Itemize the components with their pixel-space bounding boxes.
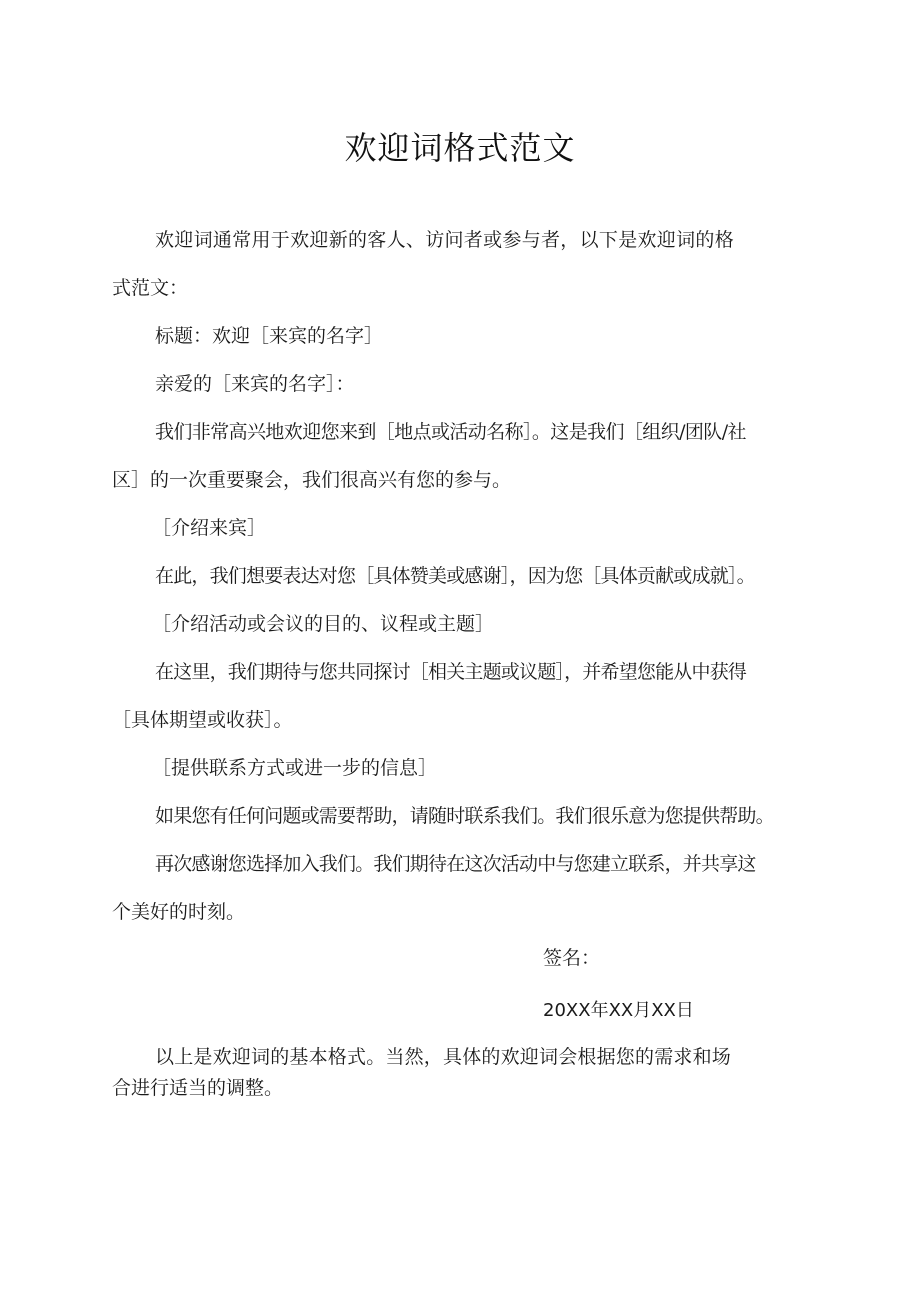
welcome-line-2: 区］的一次重要聚会，我们很高兴有您的参与。 bbox=[112, 469, 512, 491]
praise-line: 在此，我们想要表达对您［具体赞美或感谢］，因为您［具体贡献或成就］。 bbox=[155, 565, 755, 587]
thanks-line-2: 个美好的时刻。 bbox=[112, 901, 246, 923]
event-intro-placeholder: ［介绍活动或会议的目的、议程或主题］ bbox=[152, 613, 495, 635]
discussion-line-2: ［具体期望或收获］。 bbox=[112, 709, 293, 731]
heading-line: 标题：欢迎［来宾的名字］ bbox=[155, 325, 384, 347]
guest-intro-placeholder: ［介绍来宾］ bbox=[152, 517, 267, 539]
salutation-line: 亲爱的［来宾的名字］： bbox=[155, 373, 355, 395]
closing-line-2: 合进行适当的调整。 bbox=[112, 1077, 284, 1099]
intro-line-1: 欢迎词通常用于欢迎新的客人、访问者或参与者，以下是欢迎词的格 bbox=[155, 229, 735, 251]
discussion-line-1: 在这里，我们期待与您共同探讨［相关主题或议题］，并希望您能从中获得 bbox=[155, 661, 747, 683]
date-line: 20XX年XX月XX日 bbox=[543, 1000, 694, 1021]
help-line: 如果您有任何问题或需要帮助，请随时联系我们。我们很乐意为您提供帮助。 bbox=[155, 805, 774, 827]
signature-label: 签名： bbox=[543, 947, 601, 969]
thanks-line-1: 再次感谢您选择加入我们。我们期待在这次活动中与您建立联系，并共享这 bbox=[155, 853, 756, 875]
welcome-line-1: 我们非常高兴地欢迎您来到［地点或活动名称］。这是我们［组织/团队/社 bbox=[155, 421, 746, 443]
closing-line-1: 以上是欢迎词的基本格式。当然，具体的欢迎词会根据您的需求和场 bbox=[155, 1046, 732, 1068]
contact-info-placeholder: ［提供联系方式或进一步的信息］ bbox=[152, 757, 438, 779]
intro-line-2: 式范文： bbox=[112, 277, 189, 299]
page-title: 欢迎词格式范文 bbox=[344, 129, 576, 167]
